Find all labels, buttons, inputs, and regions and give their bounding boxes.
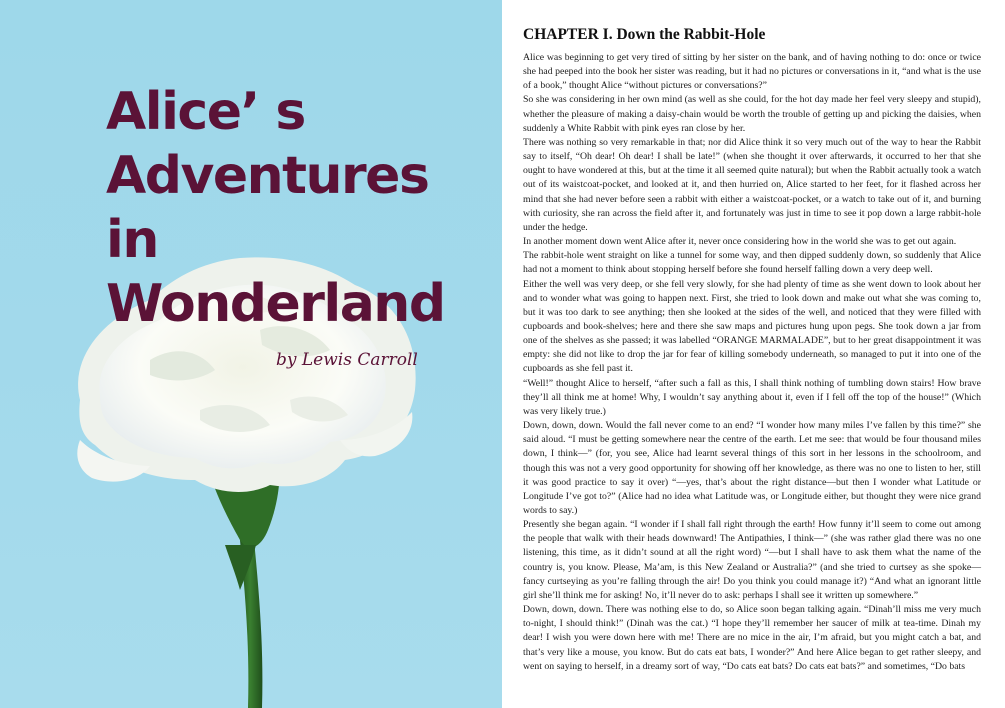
chapter-heading: CHAPTER I. Down the Rabbit-Hole [523,26,766,43]
book-title-line: in [106,210,158,270]
paragraph: Presently she began again. “I wonder if I shall fall right through the earth! How funny it’ll seem to come out among the people that walk with their heads downward! The Antipathies, I think—” (she was rather glad there was no one listening, this time, as it didn’t sound at all the right word) “—but I shall have to ask them what the name of the country is, you know. Please, Ma’am, is this New Zealand or Australia?” (and she tried to curtsey as she spoke—fancy curtseying as you’re falling through the air! Do you think you could manage it?) “And what an ignorant little girl she’ll think me for asking! No, it’ll never do to ask: perhaps I shall see it written up somewhere.” [523,519,981,601]
chapter-page [502,0,1005,708]
chapter-body [523,51,981,674]
paragraph: Alice was beginning to get very tired of sitting by her sister on the bank, and of having nothing to do: once or twice she had peeped into the book her sister was reading, but it had no pictures or conversations in it, “and what is the use of a book,” thought Alice “without pictures or conversations?” [523,52,981,92]
paragraph: Down, down, down. Would the fall never come to an end? “I wonder how many miles I’ve fallen by this time?” she said aloud. “I must be getting somewhere near the centre of the earth. Let me see: that would be four thousand miles down, I think—” (for, you see, Alice had learnt several things of this sort in her lessons in the schoolroom, and though this was not a very good opportunity for showing off her knowledge, as there was no one to listen to her, still it was good practice to say it over) “—yes, that’s about the right distance—but then I wonder what Latitude or Longitude I’ve got to?” (Alice had no idea what Latitude was, or Longitude either, but thought they were nice grand words to say.) [523,420,981,516]
paragraph: In another moment down went Alice after it, never once considering how in the world she was to get out again. [523,236,957,248]
paragraph: So she was considering in her own mind (as well as she could, for the hot day made her feel very sleepy and stupid), whether the pleasure of making a daisy-chain would be worth the trouble of getting up and picking the daisies, when suddenly a White Rabbit with pink eyes ran close by her. [523,94,981,134]
book-title-line: Wonderland [106,274,445,334]
book-cover [0,0,502,708]
paragraph: Down, down, down. There was nothing else to do, so Alice soon began talking again. “Dinah’ll miss me very much to-night, I should think!” (Dinah was the cat.) “I hope they’ll remember her saucer of milk at tea-time. Dinah my dear! I wish you were down here with me! There are no mice in the air, I’m afraid, but you might catch a bat, and that’s very like a mouse, you know. But do cats eat bats, I wonder?” And here Alice began to get rather sleepy, and went on saying to herself, in a dreamy sort of way, “Do cats eat bats? Do cats eat bats?” and sometimes, “Do bats [523,604,981,672]
book-author: by Lewis Carroll [276,350,418,370]
book-title-line: Adventures [106,146,429,206]
paragraph: Either the well was very deep, or she fell very slowly, for she had plenty of time as she went down to look about her and to wonder what was going to happen next. First, she tried to look down and make out what she was coming to, but it was too dark to see anything; then she looked at the sides of the well, and noticed that they were filled with cupboards and book-shelves; here and there she saw maps and pictures hung upon pegs. She took down a jar from one of the shelves as she passed; it was labelled “ORANGE MARMALADE”, but to her great disappointment it was empty: she did not like to drop the jar for fear of killing somebody underneath, so managed to put it into one of the cupboards as she fell past it. [523,278,981,375]
book-title-line: Alice’ s [106,82,305,142]
paragraph: There was nothing so very remarkable in that; nor did Alice think it so very much out of the way to hear the Rabbit say to itself, “Oh dear! Oh dear! I shall be late!” (when she thought it over afterwards, it occurred to her that she ought to have wondered at this, but at the time it all seemed quite natural); but when the Rabbit actually took a watch out of its waistcoat-pocket, and looked at it, and then hurried on, Alice started to her feet, for it flashed across her mind that she had never before seen a rabbit with either a waistcoat-pocket, or a watch to take out of it, and burning with curiosity, she ran across the field after it, and fortunately was just in time to see it pop down a large rabbit-hole under the hedge. [523,136,981,233]
paragraph: The rabbit-hole went straight on like a tunnel for some way, and then dipped suddenly down, so suddenly that Alice had not a moment to think about stopping herself before she found herself falling down a very deep well. [523,250,981,276]
paragraph: “Well!” thought Alice to herself, “after such a fall as this, I shall think nothing of tumbling down stairs! How brave they’ll all think me at home! Why, I wouldn’t say anything about it, even if I fell off the top of the house!” (Which was very likely true.) [523,377,981,417]
book-title [106,80,498,336]
